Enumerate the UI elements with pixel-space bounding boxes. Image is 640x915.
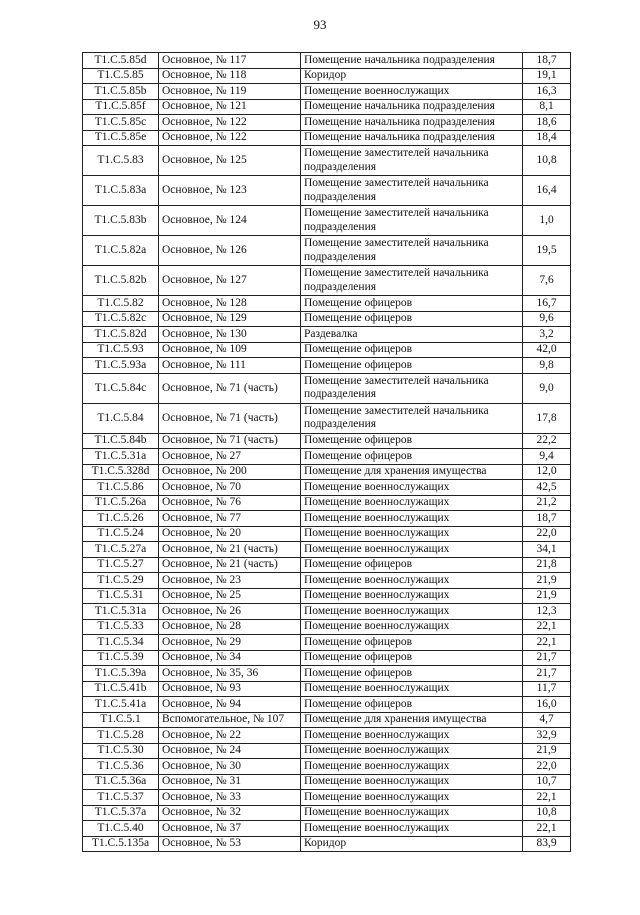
room-cell: Помещение офицеров bbox=[301, 296, 523, 312]
area-cell: 22,1 bbox=[523, 635, 571, 651]
floor-cell: Основное, № 76 bbox=[159, 495, 301, 511]
room-cell: Помещение офицеров bbox=[301, 342, 523, 358]
area-cell: 22,0 bbox=[523, 759, 571, 775]
table-row bbox=[83, 464, 571, 480]
floor-cell: Основное, № 31 bbox=[159, 774, 301, 790]
area-cell: 21,9 bbox=[523, 573, 571, 589]
floor-cell: Основное, № 24 bbox=[159, 743, 301, 759]
floor-cell: Основное, № 32 bbox=[159, 805, 301, 821]
code-cell: T1.C.5.1 bbox=[83, 712, 159, 728]
room-cell: Помещение заместителей начальника подразделения bbox=[301, 236, 523, 266]
table-row bbox=[83, 68, 571, 84]
table-row bbox=[83, 619, 571, 635]
area-cell: 83,9 bbox=[523, 836, 571, 852]
floor-cell: Основное, № 22 bbox=[159, 728, 301, 744]
floor-cell: Основное, № 70 bbox=[159, 480, 301, 496]
table-row bbox=[83, 712, 571, 728]
floor-cell: Основное, № 125 bbox=[159, 146, 301, 176]
table-row bbox=[83, 449, 571, 465]
area-cell: 42,5 bbox=[523, 480, 571, 496]
area-cell: 22,0 bbox=[523, 526, 571, 542]
room-cell: Помещение военнослужащих bbox=[301, 588, 523, 604]
table-row bbox=[83, 296, 571, 312]
table-row bbox=[83, 728, 571, 744]
room-cell: Помещение военнослужащих bbox=[301, 759, 523, 775]
floor-cell: Основное, № 28 bbox=[159, 619, 301, 635]
code-cell: T1.C.5.28 bbox=[83, 728, 159, 744]
area-cell: 21,7 bbox=[523, 650, 571, 666]
area-cell: 12,3 bbox=[523, 604, 571, 620]
room-cell: Помещение заместителей начальника подразделения bbox=[301, 176, 523, 206]
area-cell: 22,2 bbox=[523, 433, 571, 449]
code-cell: T1.C.5.93 bbox=[83, 342, 159, 358]
table-row bbox=[83, 130, 571, 146]
area-cell: 42,0 bbox=[523, 342, 571, 358]
area-cell: 18,7 bbox=[523, 511, 571, 527]
floor-cell: Основное, № 29 bbox=[159, 635, 301, 651]
room-cell: Помещение начальника подразделения bbox=[301, 130, 523, 146]
floor-cell: Основное, № 93 bbox=[159, 681, 301, 697]
area-cell: 22,1 bbox=[523, 619, 571, 635]
table-row bbox=[83, 146, 571, 176]
table-row bbox=[83, 206, 571, 236]
area-cell: 19,1 bbox=[523, 68, 571, 84]
area-cell: 8,1 bbox=[523, 99, 571, 115]
area-cell: 10,8 bbox=[523, 805, 571, 821]
floor-cell: Основное, № 26 bbox=[159, 604, 301, 620]
room-cell: Помещение военнослужащих bbox=[301, 619, 523, 635]
room-cell: Помещение военнослужащих bbox=[301, 526, 523, 542]
area-cell: 21,9 bbox=[523, 588, 571, 604]
floor-cell: Основное, № 37 bbox=[159, 821, 301, 837]
code-cell: T1.C.5.85d bbox=[83, 53, 159, 69]
table-row bbox=[83, 836, 571, 852]
table-row bbox=[83, 821, 571, 837]
area-cell: 22,1 bbox=[523, 821, 571, 837]
area-cell: 21,7 bbox=[523, 666, 571, 682]
floor-cell: Основное, № 122 bbox=[159, 130, 301, 146]
room-cell: Помещение начальника подразделения bbox=[301, 115, 523, 131]
table-row bbox=[83, 573, 571, 589]
area-cell: 3,2 bbox=[523, 327, 571, 343]
area-cell: 1,0 bbox=[523, 206, 571, 236]
area-cell: 16,3 bbox=[523, 84, 571, 100]
area-cell: 10,7 bbox=[523, 774, 571, 790]
room-cell: Помещение заместителей начальника подразделения bbox=[301, 373, 523, 403]
floor-cell: Основное, № 122 bbox=[159, 115, 301, 131]
floor-cell: Основное, № 34 bbox=[159, 650, 301, 666]
floor-cell: Основное, № 127 bbox=[159, 266, 301, 296]
table-row bbox=[83, 511, 571, 527]
area-cell: 18,7 bbox=[523, 53, 571, 69]
table-row bbox=[83, 358, 571, 374]
area-cell: 16,0 bbox=[523, 697, 571, 713]
table-row bbox=[83, 236, 571, 266]
area-cell: 21,9 bbox=[523, 743, 571, 759]
code-cell: T1.C.5.85 bbox=[83, 68, 159, 84]
code-cell: T1.C.5.31 bbox=[83, 588, 159, 604]
code-cell: T1.C.5.93a bbox=[83, 358, 159, 374]
code-cell: T1.C.5.34 bbox=[83, 635, 159, 651]
room-cell: Помещение военнослужащих bbox=[301, 790, 523, 806]
floor-cell: Основное, № 21 (часть) bbox=[159, 557, 301, 573]
area-cell: 17,8 bbox=[523, 403, 571, 433]
room-cell: Помещение офицеров bbox=[301, 650, 523, 666]
room-cell: Помещение военнослужащих bbox=[301, 604, 523, 620]
table-row bbox=[83, 526, 571, 542]
code-cell: T1.C.5.82a bbox=[83, 236, 159, 266]
area-cell: 7,6 bbox=[523, 266, 571, 296]
room-cell: Помещение военнослужащих bbox=[301, 805, 523, 821]
room-cell: Помещение для хранения имущества bbox=[301, 464, 523, 480]
code-cell: T1.C.5.82d bbox=[83, 327, 159, 343]
table-row bbox=[83, 666, 571, 682]
table-row bbox=[83, 588, 571, 604]
table-row bbox=[83, 433, 571, 449]
code-cell: T1.C.5.83 bbox=[83, 146, 159, 176]
code-cell: T1.C.5.40 bbox=[83, 821, 159, 837]
code-cell: T1.C.5.83a bbox=[83, 176, 159, 206]
room-cell: Помещение военнослужащих bbox=[301, 728, 523, 744]
code-cell: T1.C.5.41b bbox=[83, 681, 159, 697]
table-row bbox=[83, 99, 571, 115]
area-cell: 12,0 bbox=[523, 464, 571, 480]
table-row bbox=[83, 774, 571, 790]
room-cell: Помещение начальника подразделения bbox=[301, 53, 523, 69]
code-cell: T1.C.5.84c bbox=[83, 373, 159, 403]
code-cell: T1.C.5.31a bbox=[83, 449, 159, 465]
floor-cell: Основное, № 111 bbox=[159, 358, 301, 374]
room-cell: Помещение военнослужащих bbox=[301, 573, 523, 589]
floor-cell: Основное, № 117 bbox=[159, 53, 301, 69]
table-row bbox=[83, 311, 571, 327]
room-cell: Помещение военнослужащих bbox=[301, 495, 523, 511]
floor-cell: Основное, № 21 (часть) bbox=[159, 542, 301, 558]
table-row bbox=[83, 480, 571, 496]
table-row bbox=[83, 635, 571, 651]
area-cell: 16,4 bbox=[523, 176, 571, 206]
code-cell: T1.C.5.27 bbox=[83, 557, 159, 573]
room-cell: Раздевалка bbox=[301, 327, 523, 343]
page-number: 93 bbox=[313, 17, 327, 32]
floor-cell: Основное, № 128 bbox=[159, 296, 301, 312]
room-cell: Помещение военнослужащих bbox=[301, 681, 523, 697]
room-cell: Помещение военнослужащих bbox=[301, 511, 523, 527]
floor-cell: Основное, № 123 bbox=[159, 176, 301, 206]
code-cell: T1.C.5.33 bbox=[83, 619, 159, 635]
table-row bbox=[83, 697, 571, 713]
code-cell: T1.C.5.82 bbox=[83, 296, 159, 312]
table-row bbox=[83, 373, 571, 403]
room-cell: Помещение начальника подразделения bbox=[301, 99, 523, 115]
table-row bbox=[83, 342, 571, 358]
table-row bbox=[83, 743, 571, 759]
room-cell: Помещение военнослужащих bbox=[301, 743, 523, 759]
floor-cell: Основное, № 121 bbox=[159, 99, 301, 115]
code-cell: T1.C.5.29 bbox=[83, 573, 159, 589]
room-cell: Помещение заместителей начальника подразделения bbox=[301, 403, 523, 433]
code-cell: T1.C.5.86 bbox=[83, 480, 159, 496]
area-cell: 18,6 bbox=[523, 115, 571, 131]
table-row bbox=[83, 805, 571, 821]
table-row bbox=[83, 84, 571, 100]
area-cell: 4,7 bbox=[523, 712, 571, 728]
table-row bbox=[83, 604, 571, 620]
code-cell: T1.C.5.39a bbox=[83, 666, 159, 682]
room-cell: Помещение для хранения имущества bbox=[301, 712, 523, 728]
area-cell: 19,5 bbox=[523, 236, 571, 266]
code-cell: T1.C.5.328d bbox=[83, 464, 159, 480]
area-cell: 32,9 bbox=[523, 728, 571, 744]
floor-cell: Основное, № 77 bbox=[159, 511, 301, 527]
room-cell: Помещение офицеров bbox=[301, 449, 523, 465]
premises-table bbox=[82, 52, 571, 852]
room-cell: Помещение офицеров bbox=[301, 358, 523, 374]
area-cell: 11,7 bbox=[523, 681, 571, 697]
floor-cell: Основное, № 33 bbox=[159, 790, 301, 806]
room-cell: Помещение офицеров bbox=[301, 697, 523, 713]
floor-cell: Основное, № 30 bbox=[159, 759, 301, 775]
room-cell: Помещение заместителей начальника подразделения bbox=[301, 266, 523, 296]
area-cell: 9,0 bbox=[523, 373, 571, 403]
area-cell: 18,4 bbox=[523, 130, 571, 146]
room-cell: Помещение военнослужащих bbox=[301, 84, 523, 100]
floor-cell: Вспомогательное, № 107 bbox=[159, 712, 301, 728]
code-cell: T1.C.5.82c bbox=[83, 311, 159, 327]
room-cell: Помещение военнослужащих bbox=[301, 774, 523, 790]
table-row bbox=[83, 176, 571, 206]
floor-cell: Основное, № 71 (часть) bbox=[159, 433, 301, 449]
code-cell: T1.C.5.30 bbox=[83, 743, 159, 759]
floor-cell: Основное, № 20 bbox=[159, 526, 301, 542]
area-cell: 9,8 bbox=[523, 358, 571, 374]
room-cell: Помещение военнослужащих bbox=[301, 480, 523, 496]
floor-cell: Основное, № 119 bbox=[159, 84, 301, 100]
floor-cell: Основное, № 94 bbox=[159, 697, 301, 713]
code-cell: T1.C.5.26a bbox=[83, 495, 159, 511]
room-cell: Помещение офицеров bbox=[301, 433, 523, 449]
code-cell: T1.C.5.37a bbox=[83, 805, 159, 821]
table-row bbox=[83, 327, 571, 343]
code-cell: T1.C.5.85f bbox=[83, 99, 159, 115]
floor-cell: Основное, № 118 bbox=[159, 68, 301, 84]
room-cell: Помещение офицеров bbox=[301, 635, 523, 651]
floor-cell: Основное, № 53 bbox=[159, 836, 301, 852]
code-cell: T1.C.5.84 bbox=[83, 403, 159, 433]
code-cell: T1.C.5.85b bbox=[83, 84, 159, 100]
floor-cell: Основное, № 200 bbox=[159, 464, 301, 480]
floor-cell: Основное, № 23 bbox=[159, 573, 301, 589]
floor-cell: Основное, № 130 bbox=[159, 327, 301, 343]
area-cell: 9,4 bbox=[523, 449, 571, 465]
room-cell: Помещение офицеров bbox=[301, 666, 523, 682]
code-cell: T1.C.5.27a bbox=[83, 542, 159, 558]
floor-cell: Основное, № 27 bbox=[159, 449, 301, 465]
room-cell: Помещение военнослужащих bbox=[301, 821, 523, 837]
table-row bbox=[83, 53, 571, 69]
code-cell: T1.C.5.26 bbox=[83, 511, 159, 527]
code-cell: T1.C.5.36a bbox=[83, 774, 159, 790]
code-cell: T1.C.5.85e bbox=[83, 130, 159, 146]
table-row bbox=[83, 557, 571, 573]
table-row bbox=[83, 542, 571, 558]
code-cell: T1.C.5.135a bbox=[83, 836, 159, 852]
floor-cell: Основное, № 126 bbox=[159, 236, 301, 266]
code-cell: T1.C.5.24 bbox=[83, 526, 159, 542]
floor-cell: Основное, № 71 (часть) bbox=[159, 373, 301, 403]
code-cell: T1.C.5.85c bbox=[83, 115, 159, 131]
code-cell: T1.C.5.36 bbox=[83, 759, 159, 775]
room-cell: Помещение заместителей начальника подразделения bbox=[301, 146, 523, 176]
code-cell: T1.C.5.39 bbox=[83, 650, 159, 666]
table-row bbox=[83, 495, 571, 511]
area-cell: 21,8 bbox=[523, 557, 571, 573]
table-row bbox=[83, 266, 571, 296]
code-cell: T1.C.5.84b bbox=[83, 433, 159, 449]
room-cell: Помещение офицеров bbox=[301, 557, 523, 573]
room-cell: Помещение офицеров bbox=[301, 311, 523, 327]
area-cell: 34,1 bbox=[523, 542, 571, 558]
room-cell: Помещение военнослужащих bbox=[301, 542, 523, 558]
floor-cell: Основное, № 35, 36 bbox=[159, 666, 301, 682]
area-cell: 22,1 bbox=[523, 790, 571, 806]
area-cell: 21,2 bbox=[523, 495, 571, 511]
table-body bbox=[83, 53, 571, 852]
floor-cell: Основное, № 71 (часть) bbox=[159, 403, 301, 433]
table-row bbox=[83, 790, 571, 806]
code-cell: T1.C.5.37 bbox=[83, 790, 159, 806]
code-cell: T1.C.5.82b bbox=[83, 266, 159, 296]
table-row bbox=[83, 403, 571, 433]
code-cell: T1.C.5.83b bbox=[83, 206, 159, 236]
room-cell: Коридор bbox=[301, 68, 523, 84]
table-row bbox=[83, 650, 571, 666]
area-cell: 16,7 bbox=[523, 296, 571, 312]
area-cell: 9,6 bbox=[523, 311, 571, 327]
table-row bbox=[83, 759, 571, 775]
floor-cell: Основное, № 129 bbox=[159, 311, 301, 327]
area-cell: 10,8 bbox=[523, 146, 571, 176]
room-cell: Коридор bbox=[301, 836, 523, 852]
table-row bbox=[83, 681, 571, 697]
floor-cell: Основное, № 124 bbox=[159, 206, 301, 236]
table-row bbox=[83, 115, 571, 131]
room-cell: Помещение заместителей начальника подразделения bbox=[301, 206, 523, 236]
floor-cell: Основное, № 109 bbox=[159, 342, 301, 358]
code-cell: T1.C.5.31a bbox=[83, 604, 159, 620]
floor-cell: Основное, № 25 bbox=[159, 588, 301, 604]
code-cell: T1.C.5.41a bbox=[83, 697, 159, 713]
